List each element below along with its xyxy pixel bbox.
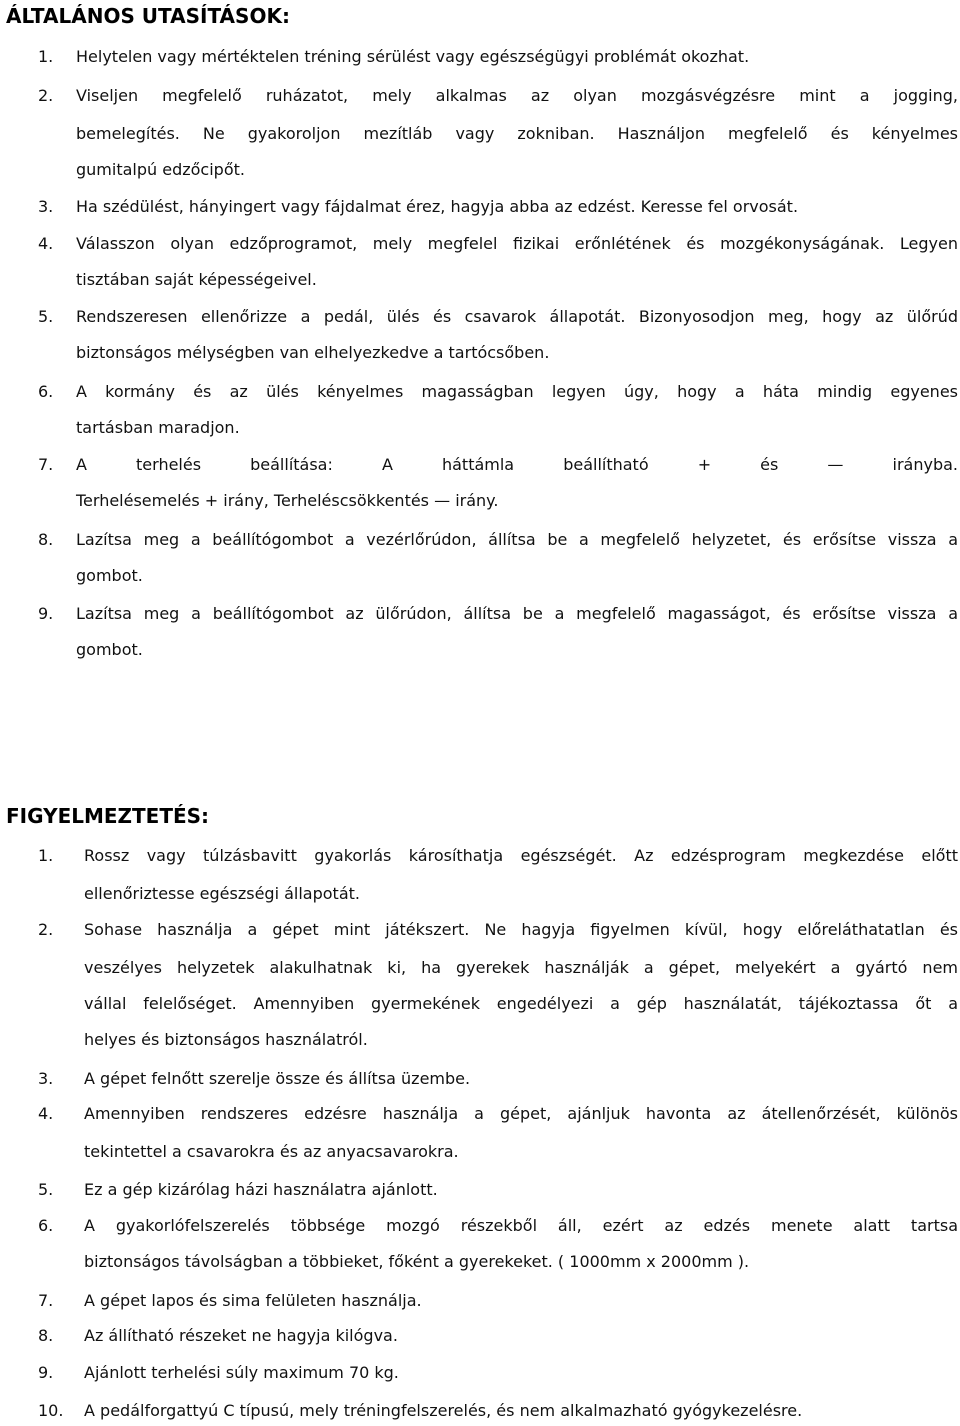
list-item-text-line: gumitalpú edzőcipőt.	[76, 160, 245, 179]
list-item-text-line: A gépet lapos és sima felületen használja.	[84, 1291, 422, 1310]
list-item-number: 3.	[38, 197, 54, 216]
list-item-number: 1.	[38, 47, 54, 66]
list-item-text-line: A gyakorlófelszerelés többsége mozgó részekből áll, ezért az edzés menete alatt tartsa	[84, 1216, 958, 1235]
list-item-text-line: gombot.	[76, 566, 143, 585]
list-item-text-line: Lazítsa meg a beállítógombot az ülőrúdon, állítsa be a megfelelő magasságot, és erősítse vissza a	[76, 604, 958, 623]
list-item-text-line: gombot.	[76, 640, 143, 659]
list-item-number: 8.	[38, 1326, 54, 1345]
list-item-text-line: Ez a gép kizárólag házi használatra ajánlott.	[84, 1180, 438, 1199]
section-title-general-instructions: ÁLTALÁNOS UTASÍTÁSOK:	[6, 4, 290, 28]
list-item-text-line: biztonságos mélységben van elhelyezkedve a tartócsőben.	[76, 343, 550, 362]
list-item-text-line: A pedálforgattyú C típusú, mely tréningfelszerelés, és nem alkalmazható gyógykezelésre.	[84, 1401, 803, 1420]
list-item-text-line: Rendszeresen ellenőrizze a pedál, ülés és csavarok állapotát. Bizonyosodjon meg, hogy az ülőrúd	[76, 307, 958, 326]
section-title-warning: FIGYELMEZTETÉS:	[6, 804, 210, 828]
list-item-text-line: ellenőriztesse egészségi állapotát.	[84, 884, 360, 903]
list-item-text-line: Terhelésemelés + irány, Terheléscsökkentés — irány.	[76, 491, 499, 510]
list-item-number: 4.	[38, 234, 54, 253]
list-item-text-line: Lazítsa meg a beállítógombot a vezérlőrúdon, állítsa be a megfelelő helyzetet, és erősítse vissza a	[76, 530, 958, 549]
list-item-number: 9.	[38, 604, 54, 623]
list-item-text-line: Rossz vagy túlzásbavitt gyakorlás károsíthatja egészségét. Az edzésprogram megkezdése előtt	[84, 846, 958, 865]
list-item-number: 7.	[38, 1291, 54, 1310]
list-item-text-line: Válasszon olyan edzőprogramot, mely megfelel fizikai erőnlétének és mozgékonyságának. Legyen	[76, 234, 958, 253]
list-item-number: 5.	[38, 307, 54, 326]
list-item-text-line: A terhelés beállítása: A háttámla beállítható + és — irányba.	[76, 455, 958, 474]
list-item-number: 2.	[38, 920, 54, 939]
list-item-text-line: Helytelen vagy mértéktelen tréning sérülést vagy egészségügyi problémát okozhat.	[76, 47, 750, 66]
list-item-text-line: tisztában saját képességeivel.	[76, 270, 317, 289]
list-item-text-line: Ajánlott terhelési súly maximum 70 kg.	[84, 1363, 399, 1382]
list-item-number: 2.	[38, 86, 54, 105]
list-item-text-line: tartásban maradjon.	[76, 418, 240, 437]
list-item-number: 1.	[38, 846, 54, 865]
list-item-text-line: biztonságos távolságban a többieket, főként a gyerekeket. ( 1000mm x 2000mm ).	[84, 1252, 750, 1271]
list-item-text-line: vállal felelőséget. Amennyiben gyermekének engedélyezi a gép használatát, tájékoztassa őt a	[84, 994, 958, 1013]
list-item-text-line: Ha szédülést, hányingert vagy fájdalmat érez, hagyja abba az edzést. Keresse fel orvosát.	[76, 197, 799, 216]
list-item-text-line: Amennyiben rendszeres edzésre használja a gépet, ajánljuk havonta az átellenőrzését, különös	[84, 1104, 958, 1123]
list-item-text-line: bemelegítés. Ne gyakoroljon mezítláb vagy zokniban. Használjon megfelelő és kényelmes	[76, 124, 958, 143]
list-item-number: 4.	[38, 1104, 54, 1123]
list-item-number: 10.	[38, 1401, 64, 1420]
list-item-number: 5.	[38, 1180, 54, 1199]
list-item-number: 9.	[38, 1363, 54, 1382]
list-item-text-line: helyes és biztonságos használatról.	[84, 1030, 368, 1049]
list-item-number: 6.	[38, 382, 54, 401]
list-item-text-line: A gépet felnőtt szerelje össze és állítsa üzembe.	[84, 1069, 471, 1088]
list-item-text-line: Viseljen megfelelő ruházatot, mely alkalmas az olyan mozgásvégzésre mint a jogging,	[76, 86, 958, 105]
list-item-number: 8.	[38, 530, 54, 549]
list-item-number: 3.	[38, 1069, 54, 1088]
list-item-text-line: Az állítható részeket ne hagyja kilógva.	[84, 1326, 398, 1345]
list-item-text-line: tekintettel a csavarokra és az anyacsavarokra.	[84, 1142, 459, 1161]
list-item-number: 7.	[38, 455, 54, 474]
list-item-text-line: veszélyes helyzetek alakulhatnak ki, ha gyerekek használják a gépet, melyekért a gyártó nem	[84, 958, 958, 977]
list-item-text-line: A kormány és az ülés kényelmes magasságban legyen úgy, hogy a háta mindig egyenes	[76, 382, 958, 401]
list-item-text-line: Sohase használja a gépet mint játékszert. Ne hagyja figyelmen kívül, hogy előreláthatatlan és	[84, 920, 958, 939]
list-item-number: 6.	[38, 1216, 54, 1235]
